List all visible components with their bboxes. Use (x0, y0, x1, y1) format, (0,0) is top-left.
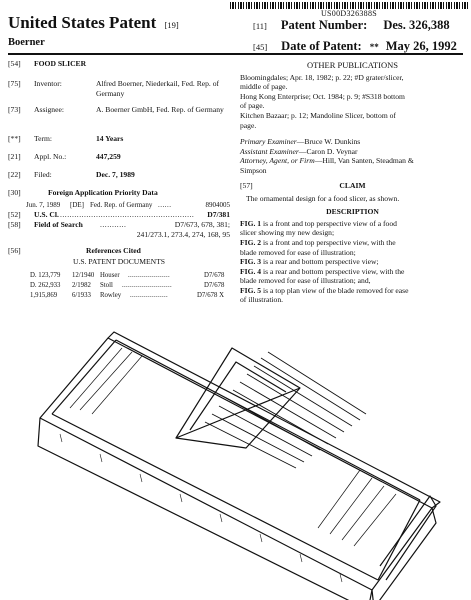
patent-title-ref: [19] (164, 20, 179, 30)
reference-row (8, 291, 230, 301)
ref-name: Rowley (100, 292, 122, 299)
description-line (240, 267, 465, 277)
ref-class: D7/678 (204, 272, 225, 279)
other-publications-line: page. (240, 120, 257, 130)
attorney-name-2: Simpson (240, 165, 267, 175)
search-label: Field of Search (34, 220, 83, 229)
primary-examiner-name: —Bruce W. Dunkins (296, 137, 361, 147)
description-text: is a top plan view of the blade removed for ease (261, 285, 409, 295)
patent-title-text: United States Patent (8, 13, 157, 32)
uscl-dots: ........................................................ (60, 210, 195, 219)
other-publications-heading: OTHER PUBLICATIONS (307, 60, 398, 70)
primary-examiner-label: Primary Examiner (240, 137, 297, 147)
priority-number: 8904005 (205, 201, 230, 209)
priority-date: Jun. 7, 1989 (26, 201, 61, 209)
description-text: blade removed for ease of illustration; (240, 247, 356, 257)
fig-label: FIG. 3 (240, 257, 262, 267)
surface-ribs (70, 348, 396, 546)
ref-dots: ..................... (128, 272, 170, 279)
ref-class: D7/678 (204, 282, 225, 289)
search-line-2: 241/273.1, 273.4, 274, 168, 95 (136, 230, 230, 239)
description-text: is a front and top perspective view of a food (261, 218, 397, 228)
right-column (240, 61, 465, 305)
uscl-tag: [52] (8, 210, 21, 219)
references-tag: [56] (8, 246, 21, 255)
patent-number-ref: [11] (253, 21, 267, 31)
description-line (240, 248, 465, 258)
reference-row (8, 271, 230, 281)
priority-desc: Fed. Rep. of Germany (90, 201, 153, 209)
priority-tag: [30] (8, 188, 21, 197)
appl-tag: [21] (8, 152, 21, 161)
fig-label: FIG. 5 (240, 285, 262, 295)
ref-number: D. 262,933 (30, 282, 61, 289)
attorney-name-1: —Hill, Van Santen, Steadman & (314, 156, 414, 166)
search-dots: ........... (100, 220, 127, 229)
description-line (240, 219, 465, 229)
patent-number-label: Patent Number: (280, 18, 368, 32)
date-value: May 26, 1992 (385, 39, 457, 53)
term-tag: [**] (8, 134, 21, 143)
description-line (240, 295, 465, 305)
term-value: 14 Years (96, 134, 124, 143)
rear-rail-inner (116, 340, 420, 500)
description-heading: DESCRIPTION (326, 207, 379, 217)
left-column (8, 59, 230, 289)
inventor-surname: Boerner (8, 37, 45, 48)
attorney (240, 156, 465, 166)
ref-number: D. 123,779 (30, 272, 61, 279)
assignee-tag: [73] (8, 105, 21, 114)
ref-dots: ................... (130, 292, 168, 299)
ref-name: Houser (100, 272, 120, 279)
inventor-value: Alfred Boerner, Niederkail, Fed. Rep. of Germany (96, 79, 220, 98)
description-text: slicer showing my new design; (240, 228, 335, 238)
other-publications-line: Hong Kong Enterprise; Oct. 1984; p. 9; #S318 bottom (240, 91, 405, 101)
fig-label: FIG. 4 (240, 266, 262, 276)
assignee-label: Assignee: (34, 105, 64, 114)
fig-label: FIG. 1 (240, 218, 262, 228)
barcode (230, 2, 468, 9)
attorney-label: Attorney, Agent, or Firm (240, 156, 315, 166)
priority-country: [DE] (70, 201, 84, 209)
description-text: is a rear and bottom perspective view; (261, 257, 379, 267)
uscl-value: D7/381 (207, 210, 230, 219)
filed-tag: [22] (8, 170, 21, 179)
front-rail-inner (52, 414, 378, 580)
assistant-examiner-label: Assistant Examiner (240, 146, 299, 156)
description-body (240, 219, 465, 305)
references-list (8, 271, 230, 307)
ref-name: Stoll (100, 282, 113, 289)
ref-class: D7/678 X (197, 292, 224, 299)
claim-heading-row (240, 181, 465, 192)
other-publications-line: middle of page. (240, 82, 288, 92)
assignee-value: A. Boerner GmbH, Fed. Rep. of Germany (96, 105, 224, 114)
food-slicer-drawing (0, 318, 471, 600)
priority-heading: Foreign Application Priority Data (48, 188, 158, 197)
reference-row (8, 281, 230, 291)
filed-value: Dec. 7, 1989 (96, 170, 135, 179)
claim-heading: CLAIM (339, 180, 366, 190)
ref-number: 1,915,869 (30, 292, 58, 299)
description-line (240, 228, 465, 238)
primary-examiner (240, 137, 465, 147)
underside-hatching (60, 434, 342, 582)
assistant-examiner-name: —Caron D. Veynar (298, 146, 358, 156)
filed-label: Filed: (34, 170, 52, 179)
description-text: is a rear and bottom perspective view, with the (261, 266, 405, 276)
rear-rail (108, 332, 440, 508)
date-ref: [45] (253, 42, 268, 52)
invention-title: FOOD SLICER (34, 59, 87, 68)
claim-tag: [57] (240, 180, 253, 190)
header-rule (8, 53, 463, 55)
description-text: is a front and top perspective view, with the (261, 237, 396, 247)
inventor-tag: [75] (8, 79, 21, 88)
appl-value: 447,259 (96, 152, 121, 161)
document-number: US00D326388S (320, 9, 378, 18)
ref-date: 12/1940 (72, 272, 95, 279)
ref-date: 2/1982 (72, 282, 91, 289)
board-front-side (38, 418, 372, 600)
search-tag: [58] (8, 220, 21, 229)
other-publications-line: Bloomingdales; Apr. 18, 1982; p. 22; #D grater/slicer, (240, 72, 404, 82)
appl-label: Appl. No.: (34, 152, 67, 161)
ref-date: 6/1933 (72, 292, 91, 299)
patent-number: Des. 326,388 (383, 18, 450, 32)
description-line (240, 257, 465, 267)
term-label: Term: (34, 134, 53, 143)
ref-dots: ......................... (122, 282, 172, 289)
description-line (240, 276, 465, 286)
board-top-outline (40, 338, 432, 590)
date-label: Date of Patent: (281, 39, 362, 53)
references-heading: References Cited (86, 246, 141, 255)
description-text: of illustration. (240, 295, 284, 305)
fig-label: FIG. 2 (240, 237, 262, 247)
left-rail-inner (52, 340, 116, 414)
other-publications-line: of page. (240, 101, 265, 111)
inventor-label: Inventor: (34, 79, 62, 88)
priority-dots: ...... (158, 201, 172, 209)
us-patent-docs-heading: U.S. PATENT DOCUMENTS (73, 257, 165, 266)
description-text: blade removed for ease of illustration; and, (240, 276, 371, 286)
date-star: ** (369, 42, 379, 52)
other-publications-line: Kitchen Bazaar; p. 12; Mandoline Slicer, bottom of (240, 110, 396, 120)
description-line (240, 238, 465, 248)
uscl-label: U.S. Cl. (34, 210, 59, 219)
patent-number-line (253, 16, 450, 34)
title-tag: [54] (8, 59, 21, 68)
patent-title (8, 13, 179, 33)
assistant-examiner (240, 147, 465, 157)
search-line-1: D7/673, 678, 381; (174, 220, 230, 229)
claim-text: The ornamental design for a food slicer, as shown. (246, 193, 400, 203)
description-line (240, 286, 465, 296)
